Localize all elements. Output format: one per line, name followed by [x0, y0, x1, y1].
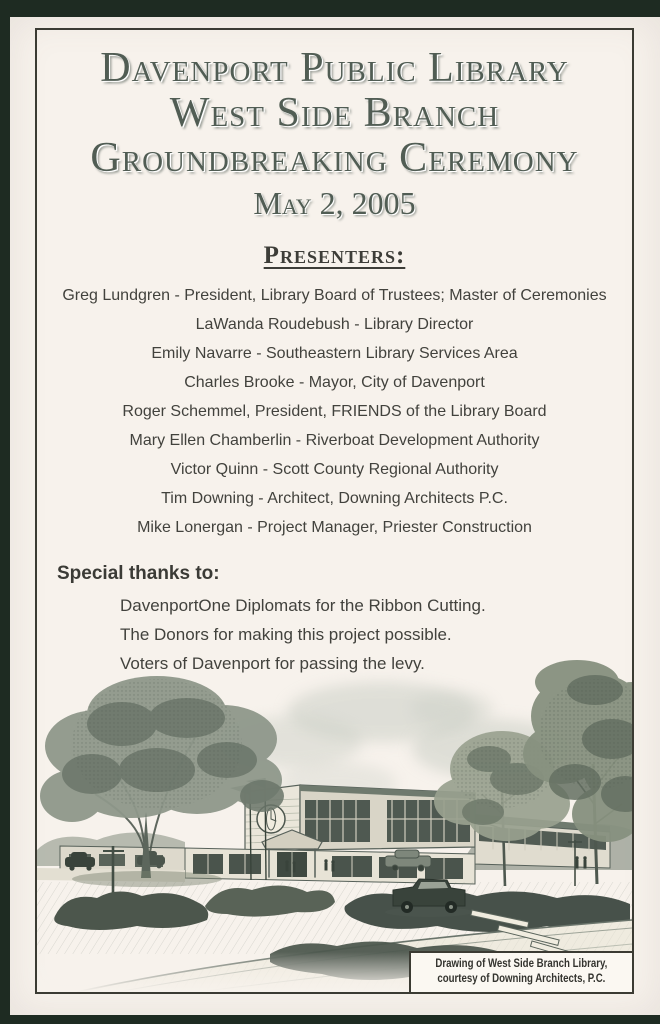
presenter-entry: Roger Schemmel, President, FRIENDS of the Library Board [122, 403, 547, 420]
title-line-3: Groundbreaking Ceremony [90, 135, 579, 181]
drawing-caption-box [409, 951, 634, 994]
program-border-frame [35, 28, 634, 994]
title-line-2: West Side Branch [169, 90, 500, 136]
presenter-entry: Emily Navarre - Southeastern Library Services Area [151, 345, 518, 362]
special-thanks-entry: The Donors for making this project possible. [120, 625, 452, 644]
presenters-heading [37, 242, 632, 270]
presenter-entry: LaWanda Roudebush - Library Director [195, 316, 474, 333]
title-block [37, 30, 632, 222]
presenter-entry: Greg Lundgren - President, Library Board of Trustees; Master of Ceremonies [62, 287, 607, 304]
caption-line-1: Drawing of West Side Branch Library, [435, 958, 608, 970]
special-thanks-entry: Voters of Davenport for passing the levy. [120, 654, 425, 673]
paper-sheet [10, 17, 660, 1015]
event-date: May 2, 2005 [253, 185, 416, 221]
presenter-entry: Tim Downing - Architect, Downing Architects P.C. [161, 490, 508, 507]
library-sketch-svg [37, 654, 632, 992]
presenter-entry: Victor Quinn - Scott County Regional Authority [170, 461, 499, 478]
presenters-heading-text: Presenters: [263, 242, 406, 269]
presenter-entry: Charles Brooke - Mayor, City of Davenport [184, 374, 485, 391]
presenter-list [37, 281, 632, 542]
special-thanks-heading: Special thanks to: [57, 563, 220, 584]
special-thanks-entry: DavenportOne Diplomats for the Ribbon Cutting. [120, 596, 486, 615]
caption-line-2: courtesy of Downing Architects, P.C. [437, 973, 606, 985]
presenter-entry: Mike Lonergan - Project Manager, Priester Construction [137, 519, 532, 536]
presenter-entry: Mary Ellen Chamberlin - Riverboat Development Authority [129, 432, 540, 449]
title-line-1: Davenport Public Library [100, 45, 569, 91]
architectural-rendering [37, 654, 632, 992]
